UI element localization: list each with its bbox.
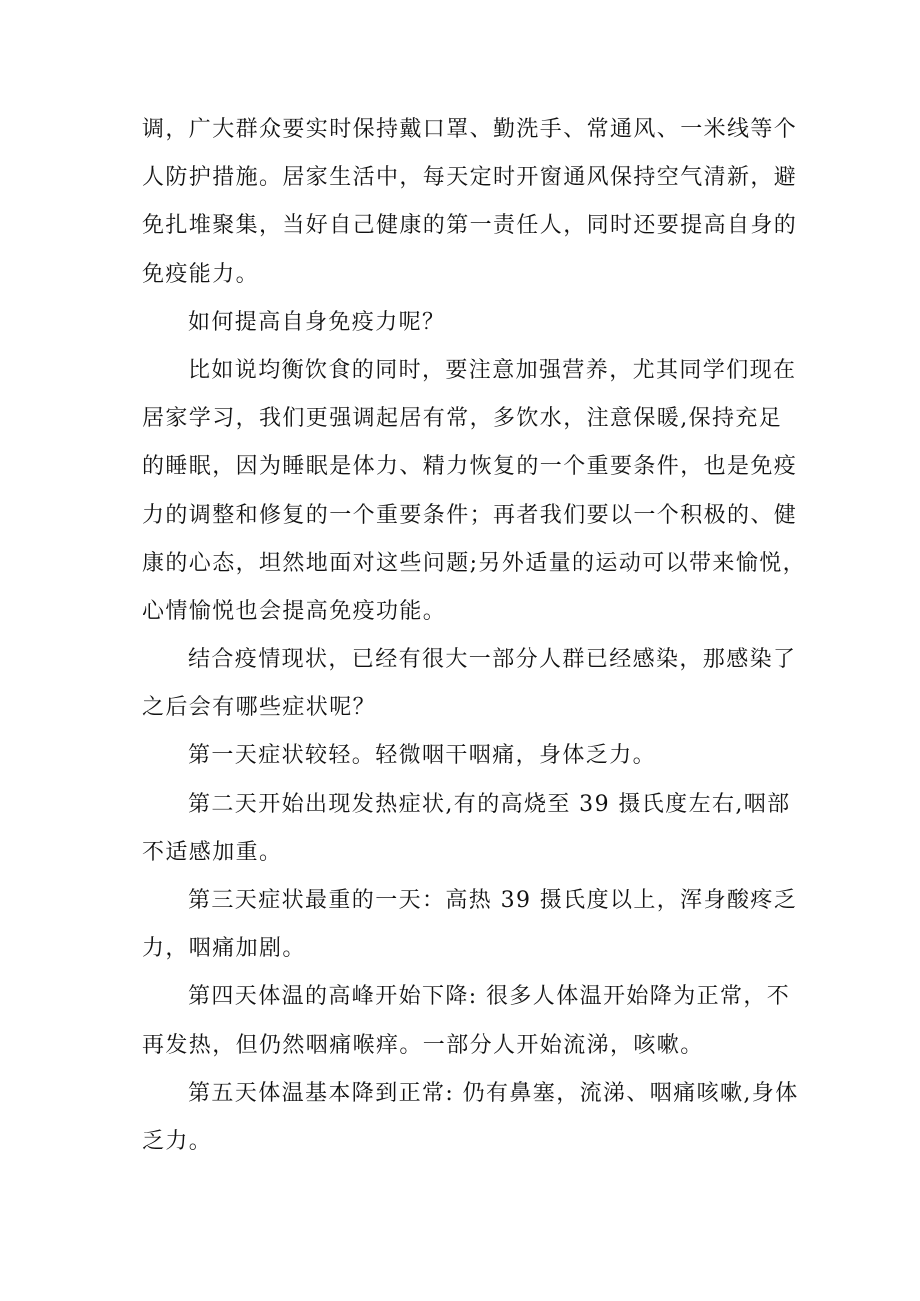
- text-line: 第五天体温基本降到正常: 仍有鼻塞，流涕、咽痛咳嗽,身体: [188, 1080, 799, 1106]
- text-line: 力，咽痛加剧。: [142, 936, 306, 962]
- text-line: 第一天症状较轻。轻微咽干咽痛，身体乏力。: [188, 743, 657, 769]
- text-line: 免疫能力。: [142, 261, 260, 287]
- text-line: 比如说均衡饮食的同时，要注意加强营养，尤其同学们现在: [188, 357, 797, 383]
- text-line: 居家学习，我们更强调起居有常，多饮水，注意保暖,保持充足: [142, 406, 783, 432]
- text-line: 人防护措施。居家生活中，每天定时开窗通风保持空气清新，避: [142, 165, 798, 191]
- text-line: 调，广大群众要实时保持戴口罩、勤洗手、常通风、一米线等个: [142, 117, 798, 142]
- text-line: 力的调整和修复的一个重要条件；再者我们要以一个积极的、健: [142, 502, 798, 528]
- text-line: 的睡眠，因为睡眠是体力、精力恢复的一个重要条件，也是免疫: [142, 454, 798, 480]
- document-body: [142, 106, 807, 1166]
- text-line: 免扎堆聚集，当好自己健康的第一责任人，同时还要提高自身的: [142, 213, 798, 239]
- text-line: 如何提高自身免疫力呢？: [188, 309, 446, 335]
- text-line: 之后会有哪些症状呢？: [142, 695, 377, 721]
- text-line: 不适感加重。: [142, 839, 283, 865]
- text-line: 第三天症状最重的一天：高热 39 摄氏度以上，浑身酸疼乏: [188, 888, 798, 913]
- text-line: 乏力。: [142, 1128, 213, 1154]
- text-line: 再发热，但仍然咽痛喉痒。一部分人开始流涕，咳嗽。: [142, 1032, 704, 1058]
- text-line: 心情愉悦也会提高免疫功能。: [142, 598, 447, 624]
- text-line: 第四天体温的高峰开始下降: 很多人体温开始降为正常，不: [188, 984, 791, 1010]
- text-line: 第二天开始出现发热症状,有的高烧至 39 摄氏度左右,咽部: [188, 791, 791, 817]
- text-line: 康的心态，坦然地面对这些问题;另外适量的运动可以带来愉悦，: [142, 550, 807, 576]
- text-line: 结合疫情现状，已经有很大一部分人群已经感染，那感染了: [188, 647, 797, 673]
